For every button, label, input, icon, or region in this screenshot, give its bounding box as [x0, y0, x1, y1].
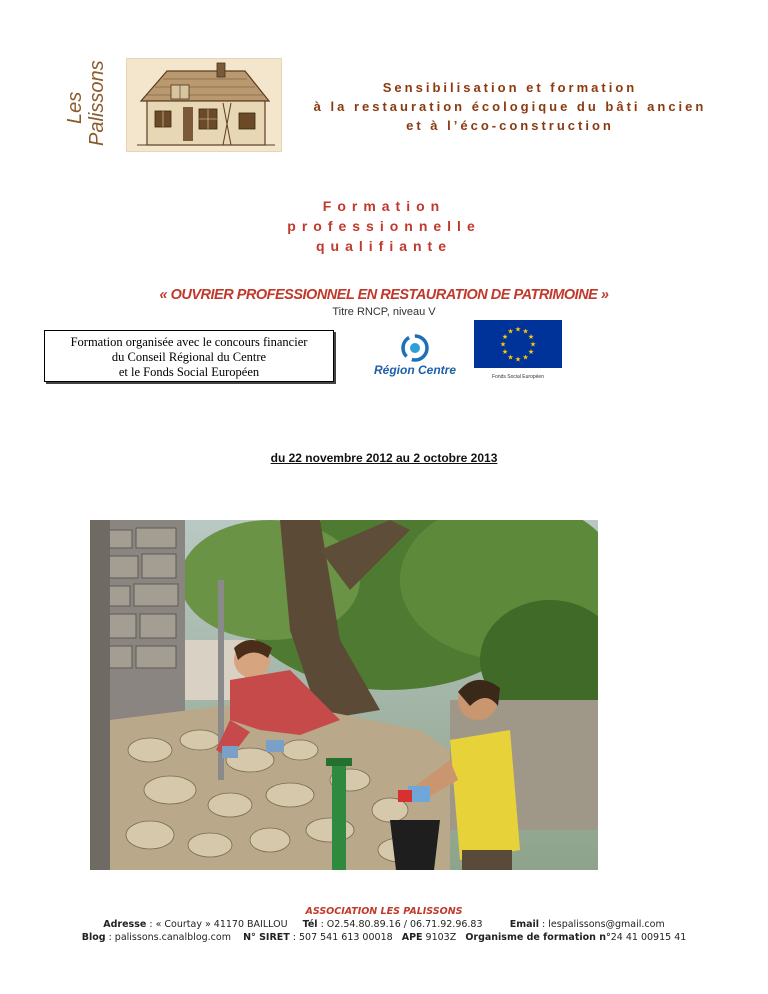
formation-heading	[0, 196, 768, 256]
footer-ape-label: APE	[401, 932, 423, 943]
eu-star-icon: ★	[507, 354, 514, 362]
formation-line-3: qualifiante	[315, 238, 452, 254]
footer	[0, 905, 768, 944]
eu-star-icon: ★	[514, 356, 522, 364]
course-title: « OUVRIER PROFESSIONNEL EN RESTAURATION DE PATRIMOINE »	[159, 287, 609, 303]
formation-line-2: professionnelle	[287, 218, 481, 234]
footer-ape: 9103Z	[422, 932, 457, 943]
footer-siret-label: N° SIRET	[243, 932, 290, 943]
eu-star-icon: ★	[501, 349, 509, 356]
course-dates	[0, 451, 768, 465]
course-subtitle: Titre RNCP, niveau V	[332, 306, 436, 318]
footer-email[interactable]: : lespalissons@gmail.com	[539, 919, 665, 930]
footer-org: 24 41 00915 41	[610, 932, 687, 943]
region-logo-text: Région Centre	[373, 363, 457, 377]
footer-row-1	[0, 918, 768, 931]
eu-star-icon: ★	[522, 328, 529, 336]
dates-text: du 22 novembre 2012 au 2 octobre 2013	[270, 451, 498, 465]
logo-palissons: Palissons	[86, 60, 108, 146]
eu-star-icon: ★	[527, 334, 535, 341]
wall-restoration-photo	[90, 520, 598, 870]
footer-blog[interactable]: : palissons.canalblog.com	[105, 932, 231, 943]
header-line-2: à la restauration écologique du bâti ancien	[313, 99, 707, 114]
logo-text	[60, 58, 108, 148]
eu-star-icon: ★	[522, 354, 529, 362]
formation-line-1: Formation	[322, 198, 446, 214]
eu-logo-text: Fonds Social Européen	[492, 374, 544, 380]
footer-adresse: : « Courtay » 41170 BAILLOU	[146, 919, 288, 930]
eu-flag-logo	[474, 320, 562, 382]
footer-email-label: Email	[509, 919, 540, 930]
funding-box	[44, 330, 334, 382]
footer-row-2	[0, 931, 768, 944]
footer-blog-label: Blog	[81, 932, 106, 943]
eu-star-icon: ★	[501, 334, 509, 341]
footer-siret: : 507 541 613 00018	[289, 932, 393, 943]
eu-star-icon: ★	[499, 341, 507, 349]
eu-star-icon: ★	[514, 326, 522, 334]
region-centre-logo	[368, 332, 462, 380]
footer-org-label: Organisme de formation n°	[465, 932, 611, 943]
footer-adresse-label: Adresse	[103, 919, 147, 930]
eu-star-icon: ★	[527, 349, 535, 356]
header-tagline	[300, 78, 720, 135]
funding-line-1: Formation organisée avec le concours financier	[70, 335, 308, 349]
funding-line-3: et le Fonds Social Européen	[118, 365, 260, 379]
eu-star-icon: ★	[529, 341, 537, 349]
header-line-1: Sensibilisation et formation	[382, 80, 638, 95]
footer-association: ASSOCIATION LES PALISSONS	[305, 906, 463, 917]
eu-star-icon: ★	[507, 328, 514, 336]
funding-line-2: du Conseil Régional du Centre	[111, 350, 267, 364]
house-sketch-logo	[126, 58, 282, 152]
footer-tel-label: Tél	[302, 919, 318, 930]
footer-tel: : O2.54.80.89.16 / 06.71.92.96.83	[317, 919, 483, 930]
header-line-3: et à l’éco-construction	[406, 118, 614, 133]
logo-les: Les	[64, 91, 86, 124]
